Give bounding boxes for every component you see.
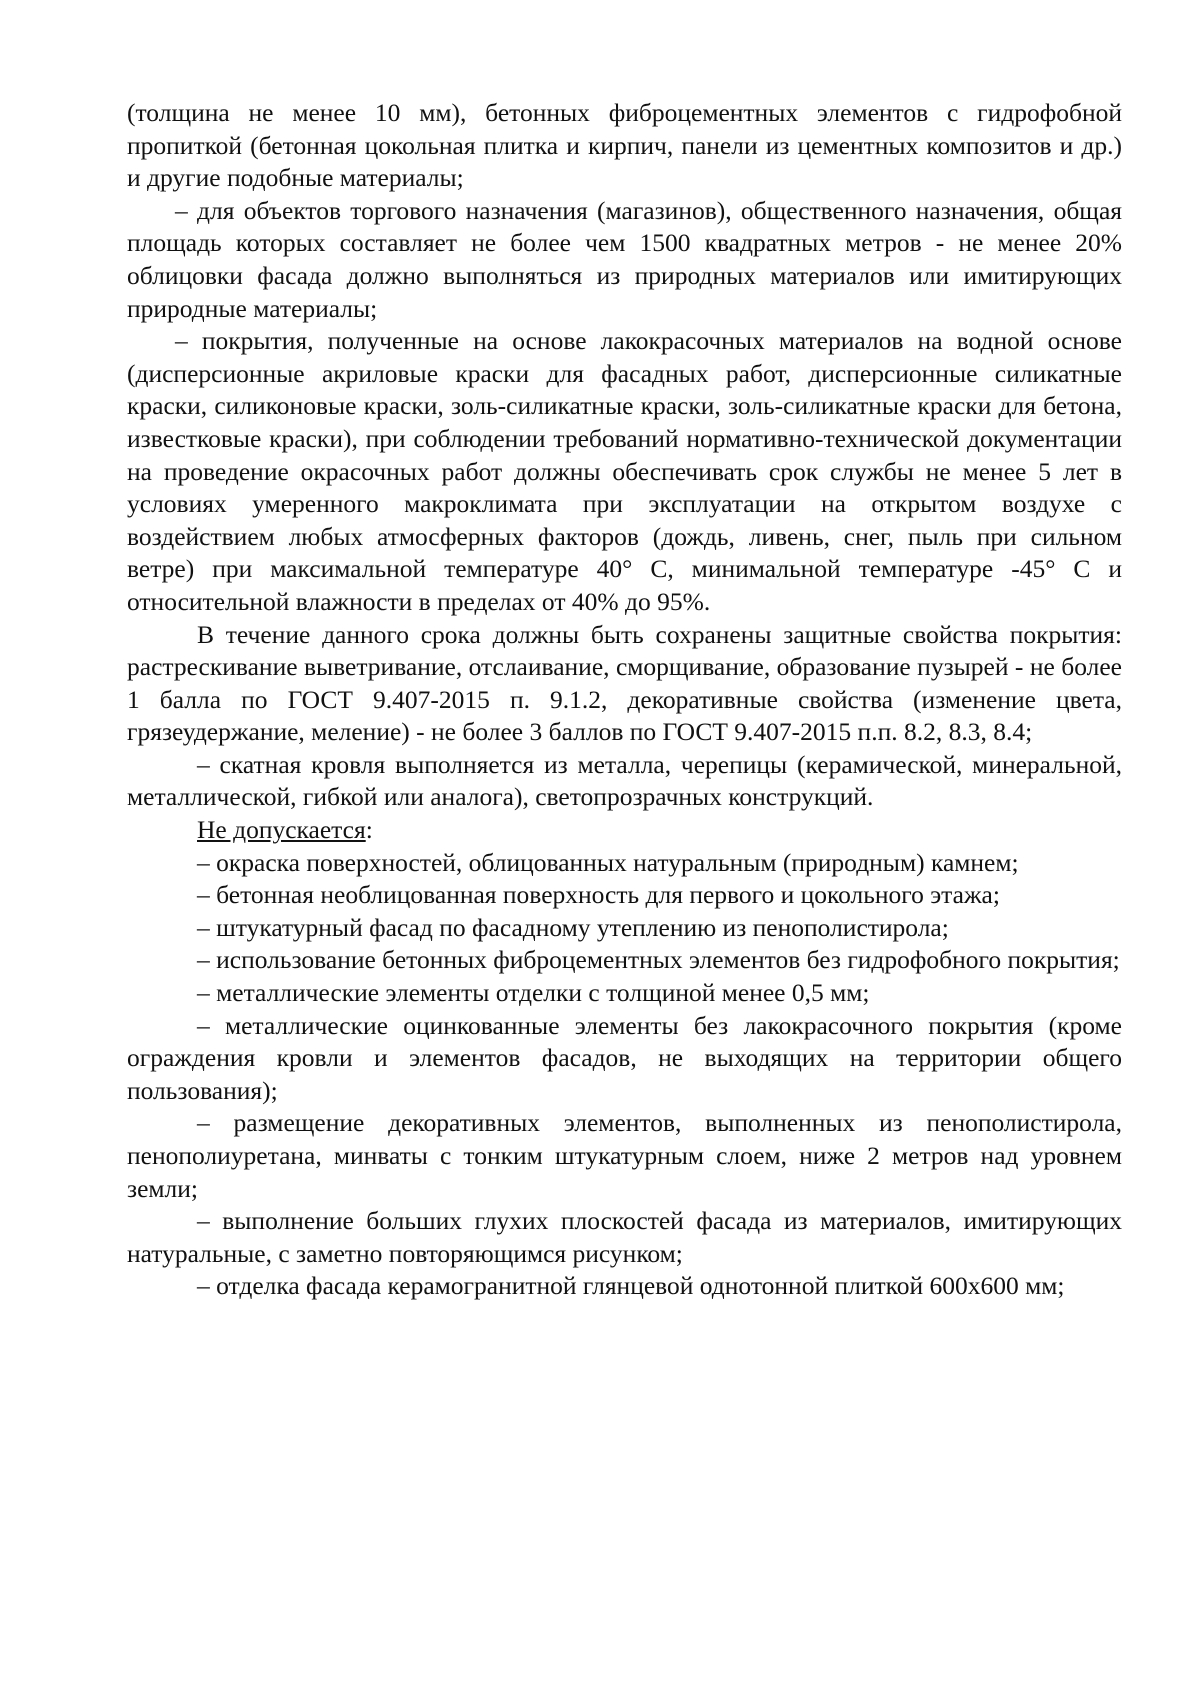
document-body — [127, 97, 1122, 1303]
paragraph-pitched-roof: – скатная кровля выполняется из металла, черепицы (керамической, минеральной, металлической, гибкой или аналога), светопрозрачных конструкций. — [127, 749, 1122, 812]
not-allowed-item-painting-stone: – окраска поверхностей, облицованных натуральным (природным) камнем; — [197, 847, 1019, 877]
not-allowed-item-blank-surfaces: – выполнение больших глухих плоскостей фасада из материалов, имитирующих натуральные, с заметно повторяющимся рисунком; — [127, 1206, 1122, 1268]
paragraph-paint-coatings: – покрытия, полученные на основе лакокрасочных материалов на водной основе (дисперсионные акриловые краски для фасадных работ, дисперсионные силикатные краски, силиконовые краски, золь-силикатные краски, золь-силикатные краски для бетона, известковые краски), при соблюдении требований нормативно-технической документации на проведение окрасочных работ должны обеспечивать срок службы не менее 5 лет в условиях умеренного макроклимата при эксплуатации на открытом воздухе с воздействием любых атмосферных факторов (дождь, ливень, снег, пыль при сильном ветре) при максимальной температуре 40° С, минимальной температуре -45° С и относительной влажности в пределах от 40% до 95%. — [127, 326, 1122, 616]
not-allowed-item-decorative-elements: – размещение декоративных элементов, выполненных из пенополистирола, пенополиуретана, минваты с тонким штукатурным слоем, ниже 2 метров над уровнем земли; — [127, 1108, 1122, 1203]
not-allowed-item-plaster-eps: – штукатурный фасад по фасадному утеплению из пенополистирола; — [197, 912, 949, 942]
paragraph-facade-materials-continuation: (толщина не менее 10 мм), бетонных фиброцементных элементов с гидрофобной пропиткой (бетонная цокольная плитка и кирпич, панели из цементных композитов и др.) и другие подобные материалы; — [127, 98, 1122, 193]
not-allowed-heading: Не допускается — [197, 815, 366, 845]
not-allowed-item-bare-concrete: – бетонная необлицованная поверхность для первого и цокольного этажа; — [197, 880, 1000, 910]
not-allowed-item-thin-metal: – металлические элементы отделки с толщиной менее 0,5 мм; — [197, 978, 870, 1008]
not-allowed-item-galvanized: – металлические оцинкованные элементы без лакокрасочного покрытия (кроме ограждения кровли и элементов фасадов, не выходящих на территории общего пользования); — [127, 1010, 1122, 1105]
paragraph-commercial-objects: – для объектов торгового назначения (магазинов), общественного назначения, общая площадь которых составляет не более чем 1500 квадратных метров - не менее 20% облицовки фасада должно выполняться из природных материалов или имитирующих природные материалы; — [127, 195, 1122, 323]
not-allowed-item-glossy-tiles: – отделка фасада керамогранитной глянцевой однотонной плиткой 600х600 мм; — [197, 1271, 1065, 1301]
paragraph-protective-properties: В течение данного срока должны быть сохранены защитные свойства покрытия: растрескивание выветривание, отслаивание, сморщивание, образование пузырей - не более 1 балла по ГОСТ 9.407-2015 п. 9.1.2, декоративные свойства (изменение цвета, грязеудержание, меление) - не более 3 баллов по ГОСТ 9.407-2015 п.п. 8.2, 8.3, 8.4; — [127, 619, 1122, 747]
not-allowed-heading-colon: : — [365, 815, 373, 845]
not-allowed-item-fiber-cement: – использование бетонных фиброцементных элементов без гидрофобного покрытия; — [197, 945, 1120, 975]
not-allowed-heading-line — [127, 814, 1122, 847]
